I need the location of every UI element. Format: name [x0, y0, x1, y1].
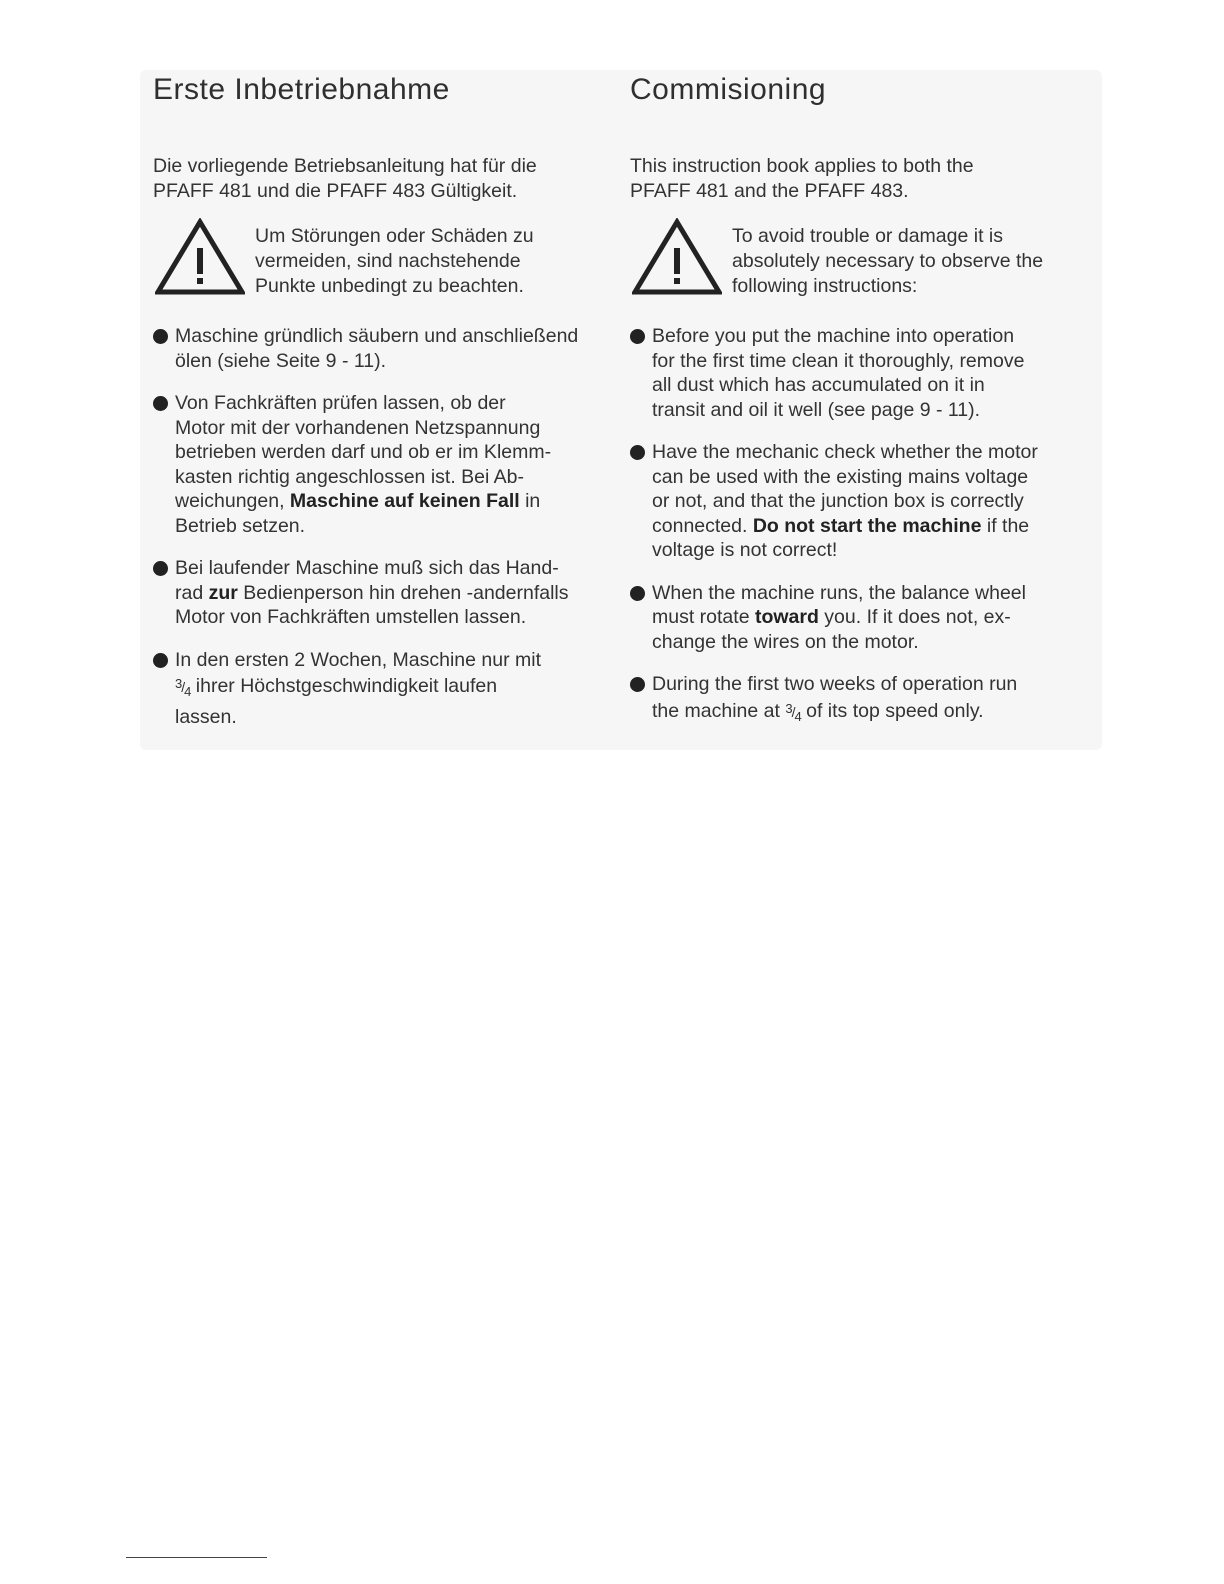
english-warning-line-3: following instructions: [732, 275, 918, 297]
english-bullet-2 [630, 440, 1070, 563]
text-line: connected. [652, 514, 753, 537]
text-line: Motor mit der vorhandenen Netzspannung [175, 416, 541, 439]
english-warning-line-1: To avoid trouble or damage it is [732, 225, 1003, 247]
text-line: must rotate [652, 606, 755, 628]
text-line: in [519, 490, 541, 512]
text-line: Have the mechanic check whether the motor [652, 441, 1038, 463]
text-line: During the first two weeks of operation run [652, 673, 1018, 695]
text-line: Motor von Fachkräften umstellen lassen. [175, 606, 527, 628]
english-intro-line-1: This instruction book applies to both the [630, 155, 974, 177]
emphasis-text: Do not start the machine [752, 514, 982, 537]
german-warning-line-2: vermeiden, sind nachstehende [255, 250, 521, 272]
warning-triangle-icon [155, 218, 245, 296]
text-line: of its top speed only. [800, 699, 984, 722]
english-warning-line-2: absolutely necessary to observe the [732, 250, 1044, 272]
text-line: transit and oil it well (see page 9 - 11). [652, 398, 981, 421]
text-line: Maschine gründlich säubern und anschließend [175, 325, 579, 347]
german-warning-text [255, 224, 534, 299]
text-line: ihrer Höchstgeschwindigkeit laufen [190, 675, 498, 697]
fraction-denominator: 4 [794, 708, 801, 724]
english-title: Commisioning [630, 73, 827, 106]
bullet-dot-icon [630, 677, 645, 692]
text-line: rad [175, 581, 209, 604]
text-line: weichungen, [175, 490, 290, 512]
text-line: the machine at [652, 699, 786, 722]
bullet-dot-icon [630, 329, 645, 344]
german-intro-line-2: PFAFF 481 und die PFAFF 483 Gültigkeit. [153, 180, 518, 202]
german-bullet-4 [153, 648, 598, 730]
fraction: $^3/_4$ [175, 676, 191, 699]
text-line: When the machine runs, the balance wheel [652, 581, 1026, 604]
text-line: change the wires on the motor. [652, 630, 919, 653]
fraction-numerator: 3 [785, 700, 792, 716]
german-intro-line-1: Die vorliegende Betriebsanleitung hat für die [153, 155, 537, 177]
german-warning [153, 218, 598, 302]
emphasis-text: toward [754, 606, 819, 628]
bullet-dot-icon [153, 396, 168, 411]
english-intro [630, 154, 1070, 204]
german-intro [153, 154, 598, 204]
warning-triangle-icon [632, 218, 722, 296]
english-intro-line-2: PFAFF 481 and the PFAFF 483. [630, 180, 909, 202]
english-column [630, 72, 1070, 747]
text-line: for the first time clean it thoroughly, remove [652, 349, 1025, 372]
text-line: you. If it does not, ex- [818, 606, 1011, 628]
english-warning [630, 218, 1070, 302]
german-bullet-1 [153, 324, 598, 373]
text-line: or not, and that the junction box is correctly [652, 490, 1024, 512]
text-line: kasten richtig angeschlossen ist. Bei Ab- [175, 465, 525, 488]
text-line: Before you put the machine into operation [652, 325, 1015, 347]
german-title: Erste Inbetriebnahme [153, 73, 450, 106]
text-line: lassen. [175, 705, 237, 728]
text-line: betrieben werden darf und ob er im Klemm- [175, 441, 552, 463]
emphasis-text: zur [208, 581, 238, 604]
bullet-dot-icon [153, 561, 168, 576]
text-line: voltage is not correct! [652, 539, 838, 561]
german-warning-line-1: Um Störungen oder Schäden zu [255, 225, 534, 247]
text-line: if the [981, 514, 1030, 537]
fraction-denominator: 4 [184, 684, 191, 699]
english-bullet-3 [630, 581, 1070, 655]
german-bullet-3 [153, 556, 598, 630]
text-line: Betrieb setzen. [175, 514, 306, 537]
bullet-dot-icon [630, 445, 645, 460]
text-line: In den ersten 2 Wochen, Maschine nur mit [175, 648, 541, 671]
german-column [153, 72, 598, 747]
english-bullet-1 [630, 324, 1070, 422]
fraction: $^3/_4$ [785, 700, 801, 724]
english-bullet-list [630, 324, 1070, 729]
footnote-divider [126, 1557, 267, 1558]
text-line: Von Fachkräften prüfen lassen, ob der [175, 392, 506, 414]
bullet-dot-icon [153, 653, 168, 668]
bullet-dot-icon [153, 329, 168, 344]
german-bullet-list [153, 324, 598, 729]
english-warning-text [732, 224, 1043, 299]
english-bullet-4 [630, 672, 1070, 729]
bullet-dot-icon [630, 586, 645, 601]
german-warning-line-3: Punkte unbedingt zu beachten. [255, 275, 524, 297]
text-line: Bedienperson hin drehen -andernfalls [237, 581, 569, 604]
german-bullet-2 [153, 391, 598, 538]
text-line: Bei laufender Maschine muß sich das Hand- [175, 557, 559, 579]
emphasis-text: Maschine auf keinen Fall [289, 490, 520, 512]
fraction-numerator: 3 [175, 676, 182, 691]
text-line: can be used with the existing mains voltage [652, 465, 1029, 488]
text-line: all dust which has accumulated on it in [652, 374, 985, 396]
text-line: ölen (siehe Seite 9 - 11). [175, 349, 387, 372]
